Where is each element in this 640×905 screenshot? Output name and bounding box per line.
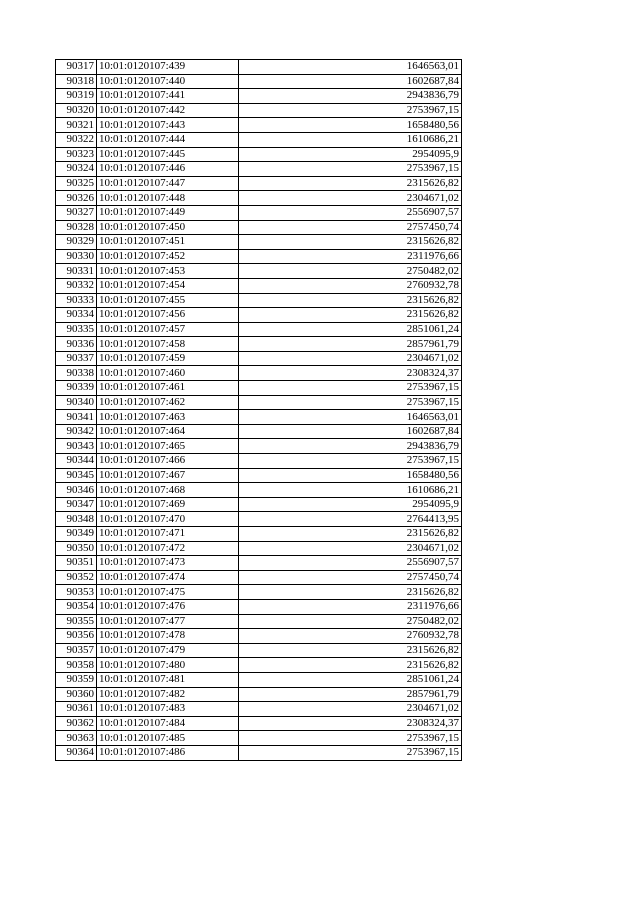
row-number-cell: 90349 (56, 527, 97, 542)
cadastral-number-cell: 10:01:0120107:470 (97, 512, 239, 527)
table-row (56, 235, 462, 250)
value-cell: 2308324,37 (239, 366, 462, 381)
table-row (56, 381, 462, 396)
table-row (56, 687, 462, 702)
table-row (56, 497, 462, 512)
row-number-cell: 90346 (56, 483, 97, 498)
row-number-cell: 90353 (56, 585, 97, 600)
table-row (56, 541, 462, 556)
cadastral-number-cell: 10:01:0120107:441 (97, 89, 239, 104)
value-cell: 1602687,84 (239, 424, 462, 439)
cadastral-number-cell: 10:01:0120107:445 (97, 147, 239, 162)
table-row (56, 308, 462, 323)
row-number-cell: 90321 (56, 118, 97, 133)
table-row (56, 264, 462, 279)
cadastral-number-cell: 10:01:0120107:452 (97, 249, 239, 264)
cadastral-number-cell: 10:01:0120107:475 (97, 585, 239, 600)
value-cell: 2304671,02 (239, 351, 462, 366)
cadastral-number-cell: 10:01:0120107:456 (97, 308, 239, 323)
cadastral-number-cell: 10:01:0120107:466 (97, 454, 239, 469)
cadastral-number-cell: 10:01:0120107:472 (97, 541, 239, 556)
cadastral-number-cell: 10:01:0120107:476 (97, 599, 239, 614)
value-cell: 1610686,21 (239, 132, 462, 147)
table-row (56, 293, 462, 308)
table-row (56, 351, 462, 366)
cadastral-number-cell: 10:01:0120107:459 (97, 351, 239, 366)
table-row (56, 512, 462, 527)
table-row (56, 672, 462, 687)
cadastral-number-cell: 10:01:0120107:444 (97, 132, 239, 147)
cadastral-number-cell: 10:01:0120107:468 (97, 483, 239, 498)
table-row (56, 410, 462, 425)
cadastral-number-cell: 10:01:0120107:455 (97, 293, 239, 308)
value-cell: 2943836,79 (239, 89, 462, 104)
table-body (56, 60, 462, 761)
table-row (56, 278, 462, 293)
cadastral-number-cell: 10:01:0120107:481 (97, 672, 239, 687)
cadastral-number-cell: 10:01:0120107:486 (97, 745, 239, 760)
row-number-cell: 90341 (56, 410, 97, 425)
table-row (56, 89, 462, 104)
cadastral-number-cell: 10:01:0120107:450 (97, 220, 239, 235)
cadastral-number-cell: 10:01:0120107:440 (97, 74, 239, 89)
value-cell: 2760932,78 (239, 629, 462, 644)
table-row (56, 337, 462, 352)
value-cell: 2311976,66 (239, 249, 462, 264)
cadastral-number-cell: 10:01:0120107:482 (97, 687, 239, 702)
value-cell: 2753967,15 (239, 381, 462, 396)
value-cell: 2315626,82 (239, 235, 462, 250)
cadastral-number-cell: 10:01:0120107:471 (97, 527, 239, 542)
row-number-cell: 90364 (56, 745, 97, 760)
cadastral-number-cell: 10:01:0120107:458 (97, 337, 239, 352)
value-cell: 2753967,15 (239, 745, 462, 760)
cadastral-number-cell: 10:01:0120107:479 (97, 643, 239, 658)
table-row (56, 745, 462, 760)
row-number-cell: 90343 (56, 439, 97, 454)
row-number-cell: 90354 (56, 599, 97, 614)
value-cell: 2753967,15 (239, 731, 462, 746)
value-cell: 2315626,82 (239, 176, 462, 191)
row-number-cell: 90336 (56, 337, 97, 352)
value-cell: 2954095,9 (239, 497, 462, 512)
cadastral-number-cell: 10:01:0120107:454 (97, 278, 239, 293)
row-number-cell: 90347 (56, 497, 97, 512)
row-number-cell: 90323 (56, 147, 97, 162)
table-row (56, 629, 462, 644)
cadastral-number-cell: 10:01:0120107:473 (97, 556, 239, 571)
cadastral-number-cell: 10:01:0120107:462 (97, 395, 239, 410)
value-cell: 2315626,82 (239, 527, 462, 542)
value-cell: 2764413,95 (239, 512, 462, 527)
cadastral-number-cell: 10:01:0120107:453 (97, 264, 239, 279)
row-number-cell: 90319 (56, 89, 97, 104)
table-row (56, 483, 462, 498)
table-row (56, 249, 462, 264)
row-number-cell: 90360 (56, 687, 97, 702)
row-number-cell: 90337 (56, 351, 97, 366)
row-number-cell: 90361 (56, 702, 97, 717)
cadastral-number-cell: 10:01:0120107:448 (97, 191, 239, 206)
table-row (56, 585, 462, 600)
row-number-cell: 90358 (56, 658, 97, 673)
data-table (55, 59, 462, 761)
row-number-cell: 90322 (56, 132, 97, 147)
value-cell: 2308324,37 (239, 716, 462, 731)
cadastral-number-cell: 10:01:0120107:474 (97, 570, 239, 585)
value-cell: 1658480,56 (239, 468, 462, 483)
row-number-cell: 90356 (56, 629, 97, 644)
value-cell: 2757450,74 (239, 220, 462, 235)
row-number-cell: 90334 (56, 308, 97, 323)
cadastral-number-cell: 10:01:0120107:485 (97, 731, 239, 746)
table-row (56, 731, 462, 746)
table-row (56, 395, 462, 410)
cadastral-number-cell: 10:01:0120107:443 (97, 118, 239, 133)
row-number-cell: 90328 (56, 220, 97, 235)
value-cell: 2851061,24 (239, 322, 462, 337)
table-row (56, 439, 462, 454)
table-row (56, 132, 462, 147)
table-row (56, 322, 462, 337)
table-row (56, 118, 462, 133)
cadastral-number-cell: 10:01:0120107:461 (97, 381, 239, 396)
table-row (56, 191, 462, 206)
row-number-cell: 90359 (56, 672, 97, 687)
value-cell: 2753967,15 (239, 162, 462, 177)
table-row (56, 176, 462, 191)
table-row (56, 424, 462, 439)
value-cell: 2315626,82 (239, 643, 462, 658)
row-number-cell: 90348 (56, 512, 97, 527)
row-number-cell: 90317 (56, 60, 97, 75)
cadastral-number-cell: 10:01:0120107:457 (97, 322, 239, 337)
value-cell: 2315626,82 (239, 308, 462, 323)
value-cell: 2760932,78 (239, 278, 462, 293)
row-number-cell: 90332 (56, 278, 97, 293)
value-cell: 2857961,79 (239, 337, 462, 352)
cadastral-number-cell: 10:01:0120107:439 (97, 60, 239, 75)
value-cell: 2311976,66 (239, 599, 462, 614)
value-cell: 2750482,02 (239, 264, 462, 279)
table-row (56, 220, 462, 235)
value-cell: 2750482,02 (239, 614, 462, 629)
value-cell: 2753967,15 (239, 454, 462, 469)
value-cell: 2857961,79 (239, 687, 462, 702)
cadastral-number-cell: 10:01:0120107:480 (97, 658, 239, 673)
row-number-cell: 90330 (56, 249, 97, 264)
row-number-cell: 90351 (56, 556, 97, 571)
row-number-cell: 90338 (56, 366, 97, 381)
row-number-cell: 90352 (56, 570, 97, 585)
cadastral-number-cell: 10:01:0120107:446 (97, 162, 239, 177)
table-row (56, 614, 462, 629)
table-row (56, 147, 462, 162)
table-row (56, 556, 462, 571)
row-number-cell: 90344 (56, 454, 97, 469)
table-row (56, 658, 462, 673)
table-row (56, 527, 462, 542)
table-row (56, 570, 462, 585)
value-cell: 2315626,82 (239, 658, 462, 673)
value-cell: 1646563,01 (239, 410, 462, 425)
row-number-cell: 90326 (56, 191, 97, 206)
row-number-cell: 90345 (56, 468, 97, 483)
value-cell: 1602687,84 (239, 74, 462, 89)
value-cell: 2954095,9 (239, 147, 462, 162)
value-cell: 2304671,02 (239, 702, 462, 717)
cadastral-number-cell: 10:01:0120107:451 (97, 235, 239, 250)
cadastral-number-cell: 10:01:0120107:469 (97, 497, 239, 512)
value-cell: 2556907,57 (239, 556, 462, 571)
value-cell: 2753967,15 (239, 103, 462, 118)
row-number-cell: 90325 (56, 176, 97, 191)
table-row (56, 599, 462, 614)
cadastral-number-cell: 10:01:0120107:484 (97, 716, 239, 731)
row-number-cell: 90350 (56, 541, 97, 556)
row-number-cell: 90339 (56, 381, 97, 396)
row-number-cell: 90331 (56, 264, 97, 279)
cadastral-number-cell: 10:01:0120107:463 (97, 410, 239, 425)
value-cell: 2315626,82 (239, 585, 462, 600)
table-row (56, 702, 462, 717)
value-cell: 2556907,57 (239, 205, 462, 220)
value-cell: 2757450,74 (239, 570, 462, 585)
row-number-cell: 90320 (56, 103, 97, 118)
cadastral-number-cell: 10:01:0120107:478 (97, 629, 239, 644)
value-cell: 1646563,01 (239, 60, 462, 75)
row-number-cell: 90363 (56, 731, 97, 746)
cadastral-number-cell: 10:01:0120107:442 (97, 103, 239, 118)
value-cell: 2943836,79 (239, 439, 462, 454)
cadastral-number-cell: 10:01:0120107:467 (97, 468, 239, 483)
table-row (56, 643, 462, 658)
value-cell: 2304671,02 (239, 541, 462, 556)
cadastral-number-cell: 10:01:0120107:483 (97, 702, 239, 717)
cadastral-number-cell: 10:01:0120107:449 (97, 205, 239, 220)
row-number-cell: 90357 (56, 643, 97, 658)
value-cell: 1658480,56 (239, 118, 462, 133)
row-number-cell: 90333 (56, 293, 97, 308)
row-number-cell: 90340 (56, 395, 97, 410)
table-row (56, 103, 462, 118)
table-row (56, 60, 462, 75)
value-cell: 2753967,15 (239, 395, 462, 410)
row-number-cell: 90318 (56, 74, 97, 89)
value-cell: 2851061,24 (239, 672, 462, 687)
table-row (56, 162, 462, 177)
cadastral-number-cell: 10:01:0120107:464 (97, 424, 239, 439)
cadastral-number-cell: 10:01:0120107:447 (97, 176, 239, 191)
table-row (56, 74, 462, 89)
row-number-cell: 90329 (56, 235, 97, 250)
value-cell: 2315626,82 (239, 293, 462, 308)
table-row (56, 366, 462, 381)
table-row (56, 716, 462, 731)
row-number-cell: 90362 (56, 716, 97, 731)
row-number-cell: 90342 (56, 424, 97, 439)
table-row (56, 205, 462, 220)
table-row (56, 468, 462, 483)
row-number-cell: 90324 (56, 162, 97, 177)
row-number-cell: 90355 (56, 614, 97, 629)
value-cell: 1610686,21 (239, 483, 462, 498)
cadastral-number-cell: 10:01:0120107:460 (97, 366, 239, 381)
row-number-cell: 90335 (56, 322, 97, 337)
value-cell: 2304671,02 (239, 191, 462, 206)
row-number-cell: 90327 (56, 205, 97, 220)
cadastral-number-cell: 10:01:0120107:465 (97, 439, 239, 454)
cadastral-number-cell: 10:01:0120107:477 (97, 614, 239, 629)
table-row (56, 454, 462, 469)
